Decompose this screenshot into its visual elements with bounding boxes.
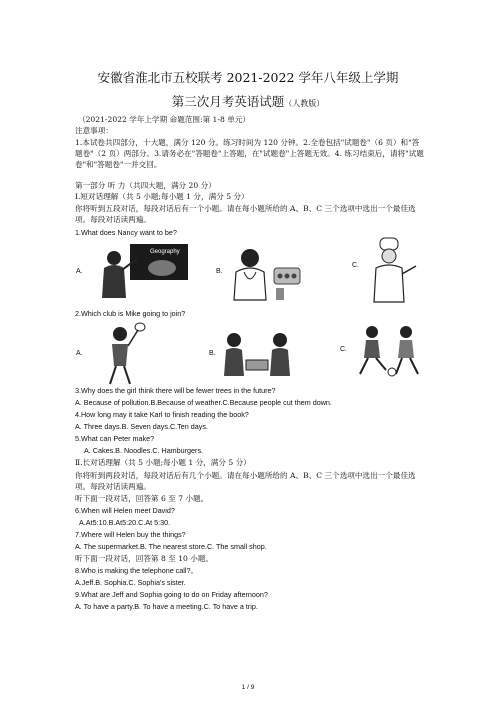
exam-title: 安徽省淮北市五校联考 2021-2022 学年八年级上学期: [97, 70, 399, 85]
question-6-options: A.At5:10.B.At5:20.C.At 5:30.: [79, 518, 171, 527]
map-shape: [148, 260, 176, 276]
section1-instructions: 你将听到五段对话，每段对话后有一个小题。请在每小题所给的 A、B、C 三个选项中选出一个最佳选项。每段对话读两遍。: [75, 204, 416, 224]
blackboard-text: Geography: [150, 249, 180, 255]
question-5: 5.What can Peter make?: [75, 434, 155, 443]
question-6: 6.When will Helen meet David?: [75, 506, 175, 515]
q2-tennis-image: [90, 322, 146, 386]
page-number: 1 / 9: [241, 684, 255, 691]
question-3: 3.Why does the girl think there will be fewer trees in the future?: [75, 386, 276, 395]
section2-instructions: 你将听到两段对话，每段对话后有几个小题。请在每小题所给的 A、B、C 三个选项中选出一个最佳选项。每段对话读两遍。: [75, 471, 416, 491]
q2-chess-image: [218, 326, 298, 382]
section2-heading: Ⅱ.长对话理解（共 5 小题;每小题 1 分，满分 5 分）: [75, 458, 251, 467]
question-7: 7.Where will Helen buy the things?: [75, 530, 186, 539]
subtitle-note: （人教版）: [284, 99, 325, 108]
question-5-options: A. Cakes.B. Noodles.C. Hamburgers.: [84, 446, 204, 455]
subtitle-text: 第三次月考英语试题: [171, 94, 285, 109]
chess-board: [246, 360, 268, 370]
q2-option-b-label: B.: [209, 350, 216, 357]
question-3-options: A. Because of pollution.B.Because of weather.C.Because people cut them down.: [75, 398, 332, 407]
question-7-options: A. The supermarket.B. The nearest store.C. The small shop.: [75, 542, 267, 551]
question-2: 2.Which club is Mike going to join?: [75, 309, 186, 318]
section1-heading: Ⅰ.短对话理解（共 5 小题;每小题 1 分，满分 5 分）: [75, 192, 249, 201]
question-8: 8.Who is making the telephone call?。: [75, 566, 198, 575]
section2-part2-instructions: 听下面一段对话，回答第 8 至 10 小题。: [75, 554, 214, 563]
question-8-options: A.Jeff.B. Sophia.C. Sophia's sister.: [75, 578, 186, 587]
doctor-head: [241, 249, 259, 267]
cook-body: [374, 265, 404, 302]
q1-teacher-image: [92, 242, 190, 302]
notice-heading: 注意事项：: [75, 126, 113, 135]
q1-cook-image: [362, 236, 426, 306]
section2-part1-instructions: 听下面一段对话，回答第 6 至 7 小题。: [75, 494, 209, 503]
question-9-options: A. To have a party.B. To have a meeting.C. To have a trip.: [75, 602, 258, 611]
question-4-options: A. Three days.B. Seven days.C.Ten days.: [75, 422, 208, 431]
scope-line: （2021-2022 学年上学期 命题范围:第 1-8 单元）: [78, 115, 250, 124]
teacher-head: [107, 251, 121, 265]
q1-option-b-label: B.: [216, 268, 223, 275]
question-4: 4.How long may it take Karl to finish reading the book?: [75, 410, 249, 419]
q2-soccer-image: [352, 322, 430, 380]
doctor-coat: [234, 268, 266, 300]
player-body: [112, 344, 128, 366]
racket: [135, 323, 145, 331]
player-head: [113, 327, 127, 341]
cook-head: [382, 249, 396, 263]
part1-heading: 第一部分 听 力（共四大题，满分 20 分）: [75, 181, 216, 190]
cook-arm: [402, 266, 416, 274]
chef-hat: [380, 238, 398, 250]
exam-subtitle: [0, 92, 496, 110]
q2-option-c-label: C.: [340, 346, 347, 353]
q1-doctor-image: [226, 240, 306, 304]
soccer-ball: [388, 368, 396, 376]
question-9: 9.What are Jeff and Sophia going to do on Friday afternoon?: [75, 590, 268, 599]
notice-text: 1.本试卷共四部分，十大题，满分 120 分。练习时间为 120 分钟。2.全卷包括"试题卷"（6 页）和"答题卷"（2 页）两部分。3.请务必在"答题卷"上答题，在"试题卷"上答题无效。4. 练习结束后，请将"试题卷"和"答题卷"一并交回。: [75, 138, 424, 169]
q1-option-a-label: A.: [76, 268, 83, 275]
q2-option-a-label: A.: [76, 350, 83, 357]
bottle: [276, 288, 284, 300]
q1-option-c-label: C.: [352, 262, 359, 269]
question-1: 1.What does Nancy want to be?: [75, 228, 177, 237]
